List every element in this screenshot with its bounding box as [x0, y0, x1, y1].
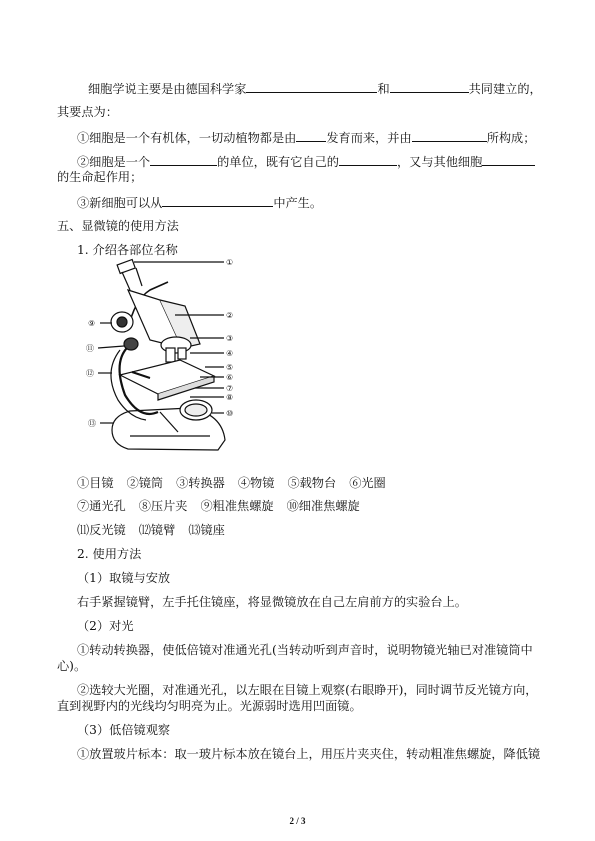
point2-text-1: ②细胞是一个	[77, 155, 151, 169]
point3-text-2: 中产生。	[273, 196, 323, 210]
point1-text-1: ①细胞是一个有机体，一切动植物都是由	[77, 131, 297, 145]
callout-6: ⑥	[226, 373, 234, 382]
part-label: ①目镜	[77, 476, 114, 490]
points-lead: 其要点为：	[57, 105, 118, 119]
step-3-a-line1: ①放置玻片标本：取一玻片标本放在镜台上，用压片夹夹住，转动粗准焦螺旋，降低镜	[77, 747, 541, 761]
part-label: ⑦通光孔	[77, 499, 126, 513]
callout-3: ③	[226, 334, 234, 343]
part-label: ③转换器	[176, 476, 225, 490]
point1-text-3: 所构成；	[486, 131, 536, 145]
part-label: ②镜筒	[126, 476, 164, 490]
callout-7: ⑦	[226, 384, 234, 393]
part-label: ⑥光圈	[349, 476, 386, 490]
page-number: 2 / 3	[289, 816, 306, 826]
callout-5: ⑤	[226, 363, 234, 372]
callout-10: ⑩	[226, 409, 234, 418]
step-2-b-line1: ②选较大光圈，对准通光孔，以左眼在目镜上观察(右眼睁开)，同时调节反光镜方向，	[77, 683, 538, 697]
parts-row-3	[77, 522, 238, 538]
callout-1: ①	[226, 258, 234, 267]
callout-4: ④	[226, 349, 234, 358]
step-2-a-line2: 心)。	[57, 659, 87, 673]
part-label: ⒀镜座	[188, 523, 225, 537]
point2-text-2: 的单位，既有它自己的	[217, 155, 339, 169]
cell-point-2-cont: 的生命起作用；	[57, 170, 143, 184]
parts-row-2	[77, 498, 373, 514]
callout-13: ⑬	[88, 419, 96, 428]
subsection-parts: 1. 介绍各部位名称	[77, 243, 178, 257]
callout-2: ②	[226, 311, 234, 320]
part-label: ⑩细准焦螺旋	[286, 499, 360, 513]
part-label: ④物镜	[237, 476, 275, 490]
part-label: ⑤载物台	[287, 476, 337, 490]
callout-8: ⑧	[226, 393, 234, 402]
part-label: ⑾反光镜	[77, 523, 126, 537]
section-title: 五、显微镜的使用方法	[57, 219, 179, 233]
point2-text-3: ，又与其他细胞	[397, 155, 483, 169]
intro-text-1: 细胞学说主要是由德国科学家	[88, 82, 247, 96]
point1-text-2: 发育而来，并由	[326, 131, 412, 145]
parts-row-1	[77, 475, 399, 491]
part-label: ⑨粗准焦螺旋	[200, 499, 274, 513]
step-3-title: （3）低倍镜观察	[77, 723, 171, 737]
intro-text-3: 共同建立的，	[468, 82, 542, 96]
point3-text-1: ③新细胞可以从	[77, 196, 163, 210]
part-label: ⑧压片夹	[138, 499, 188, 513]
callout-12: ⑫	[86, 369, 94, 378]
step-2-title: （2）对光	[77, 619, 134, 633]
step-1-title: （1）取镜与安放	[77, 571, 171, 585]
step-2-a-line1: ①转动转换器，使低倍镜对准通光孔(当转动听到声音时，说明物镜光轴已对准镜筒中	[77, 643, 533, 657]
part-label: ⑿镜臂	[138, 523, 176, 537]
callout-9: ⑨	[88, 319, 96, 328]
subsection-usage: 2. 使用方法	[77, 547, 142, 561]
step-2-b-line2: 直到视野内的光线均匀明亮为止。光源弱时选用凹面镜。	[57, 699, 362, 713]
step-1-text: 右手紧握镜臂，左手托住镜座，将显微镜放在自己左肩前方的实验台上。	[77, 595, 467, 609]
intro-text-2: 和	[377, 82, 390, 96]
callout-11: ⑪	[86, 344, 94, 353]
